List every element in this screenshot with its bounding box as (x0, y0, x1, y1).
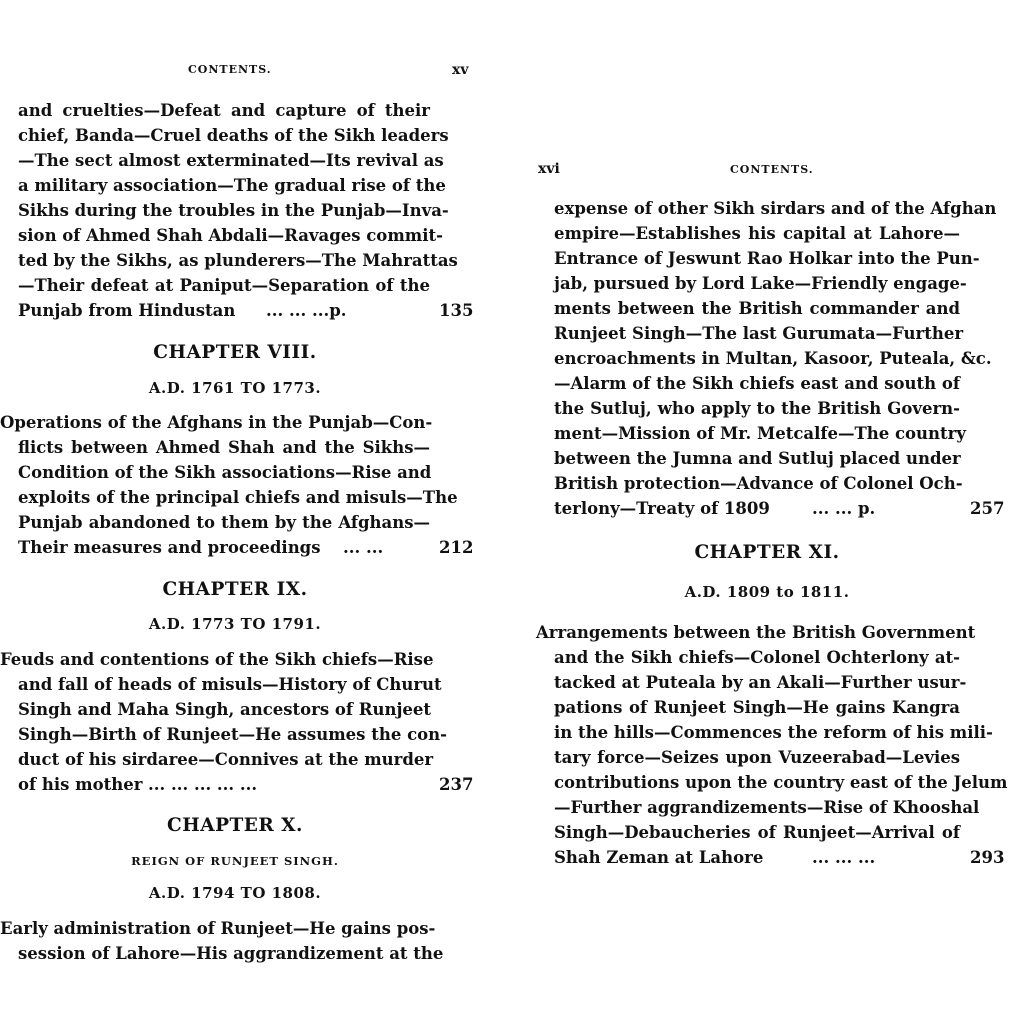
entry-line: sion of Ahmed Shah Abdali—Ravages commit- (18, 226, 443, 245)
entry-line: Condition of the Sikh associations—Rise and (18, 463, 432, 482)
entry-line: and fall of heads of misuls—History of Churut (18, 675, 442, 694)
entry-line: Runjeet Singh—The last Gurumata—Further (554, 324, 964, 343)
entry-line: expense of other Sikh sirdars and of the Afghan (554, 199, 997, 218)
running-title: CONTENTS. (730, 163, 814, 176)
entry-line: ments between the British commander and (554, 299, 960, 318)
entry-line: encroachments in Multan, Kasoor, Puteala, &c. (554, 349, 992, 368)
entry-line: a military association—The gradual rise of the (18, 176, 446, 195)
entry-line: duct of his sirdaree—Connives at the murder (18, 750, 434, 769)
chapter-title: CHAPTER VIII. (153, 342, 317, 363)
entry-line: Sikhs during the troubles in the Punjab—Inva- (18, 201, 449, 220)
page-ref: 237 (439, 775, 474, 794)
entry-line: —Their defeat at Paniput—Separation of the (18, 276, 430, 295)
entry-line: Feuds and contentions of the Sikh chiefs—Rise (0, 650, 434, 669)
entry-line: the Sutluj, who apply to the British Govern- (554, 399, 960, 418)
chapter-subtitle: REIGN OF RUNJEET SINGH. (131, 854, 339, 868)
dot-leader: ... ... p. (812, 499, 876, 518)
dot-leader: ... ... ...p. (266, 301, 347, 320)
entry-line: Singh—Birth of Runjeet—He assumes the con- (18, 725, 447, 744)
running-title: CONTENTS. (188, 63, 272, 76)
entry-line: contributions upon the country east of the Jelum (554, 773, 1008, 792)
entry-line: ment—Mission of Mr. Metcalfe—The country (554, 424, 966, 443)
dot-leader: ... ... ... (812, 848, 876, 867)
chapter-date: A.D. 1809 to 1811. (684, 583, 850, 601)
chapter-title: CHAPTER XI. (694, 542, 840, 563)
entry-line: Punjab abandoned to them by the Afghans— (18, 513, 430, 532)
entry-line: exploits of the principal chiefs and misuls—The (18, 488, 458, 507)
entry-line: in the hills—Commences the reform of his mili- (554, 723, 993, 742)
entry-line: terlony—Treaty of 1809 (554, 499, 770, 518)
chapter-date: A.D. 1761 TO 1773. (148, 379, 322, 397)
entry-line: chief, Banda—Cruel deaths of the Sikh leaders (18, 126, 449, 145)
entry-line: Punjab from Hindustan (18, 301, 236, 320)
entry-line: jab, pursued by Lord Lake—Friendly engage- (554, 274, 967, 293)
entry-line: pations of Runjeet Singh—He gains Kangra (554, 698, 960, 717)
entry-line: —Alarm of the Sikh chiefs east and south of (554, 374, 960, 393)
entry-line: session of Lahore—His aggrandizement at the (18, 944, 444, 963)
entry-line: Shah Zeman at Lahore (554, 848, 764, 867)
entry-line: British protection—Advance of Colonel Och- (554, 474, 963, 493)
page-number: xvi (538, 161, 560, 177)
page-ref: 257 (970, 499, 1005, 518)
page-ref: 212 (439, 538, 474, 557)
right-page (530, 0, 1024, 1024)
entry-line: Singh—Debaucheries of Runjeet—Arrival of (554, 823, 960, 842)
page-ref: 135 (439, 301, 474, 320)
left-page (0, 0, 480, 1024)
entry-line: and cruelties—Defeat and capture of their (18, 101, 430, 120)
entry-line: between the Jumna and Sutluj placed under (554, 449, 961, 468)
entry-line: Arrangements between the British Government (536, 623, 976, 642)
entry-line: Their measures and proceedings (18, 538, 321, 557)
entry-line: and the Sikh chiefs—Colonel Ochterlony at- (554, 648, 960, 667)
entry-line: ted by the Sikhs, as plunderers—The Mahrattas (18, 251, 458, 270)
entry-line: of his mother (18, 775, 143, 794)
entry-line: Operations of the Afghans in the Punjab—Con- (0, 413, 433, 432)
page-number: xv (452, 62, 469, 78)
entry-line: Entrance of Jeswunt Rao Holkar into the Pun- (554, 249, 980, 268)
dot-leader: ... ... ... ... ... (148, 775, 258, 794)
entry-line: Early administration of Runjeet—He gains pos- (0, 919, 436, 938)
chapter-title: CHAPTER X. (167, 815, 303, 836)
entry-line: —The sect almost exterminated—Its revival as (18, 151, 444, 170)
entry-line: Singh and Maha Singh, ancestors of Runjeet (18, 700, 432, 719)
page-ref: 293 (970, 848, 1005, 867)
entry-line: —Further aggrandizements—Rise of Khooshal (554, 798, 980, 817)
entry-line: flicts between Ahmed Shah and the Sikhs— (18, 438, 430, 457)
chapter-title: CHAPTER IX. (162, 579, 308, 600)
chapter-date: A.D. 1773 TO 1791. (148, 615, 322, 633)
chapter-date: A.D. 1794 TO 1808. (148, 884, 322, 902)
dot-leader: ... ... (343, 538, 384, 557)
entry-line: tacked at Puteala by an Akali—Further usur- (554, 673, 967, 692)
entry-line: empire—Establishes his capital at Lahore— (554, 224, 960, 243)
entry-line: tary force—Seizes upon Vuzeerabad—Levies (554, 748, 960, 767)
